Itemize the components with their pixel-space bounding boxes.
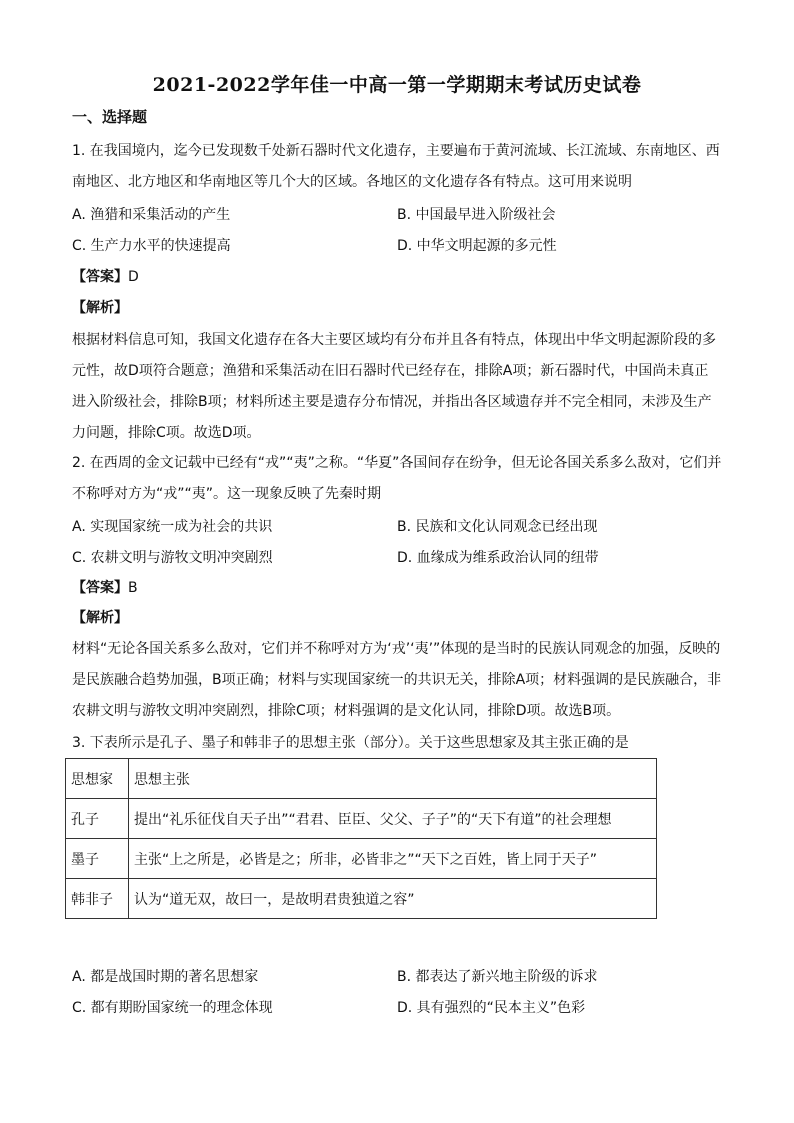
table-header-row [66,759,657,799]
q2-option-d: D. 血缘成为维系政治认同的纽带 [397,550,599,566]
table-cell: 韩非子 [66,879,129,919]
table-cell: 孔子 [66,799,129,839]
q3-option-b: B. 都表达了新兴地主阶级的诉求 [397,969,598,985]
table-cell: 主张“上之所是，必皆是之；所非，必皆非之”“天下之百姓，皆上同于天子” [129,839,657,879]
q1-analysis-text: 根据材料信息可知，我国文化遗存在各大主要区域均有分布并且各有特点，体现出中华文明起源阶段的多元性，故D项符合题意；渔猎和采集活动在旧石器时代已经存在，排除A项；新石器时代，中国尚未真正进入阶级社会，排除B项；材料所述主要是遗存分布情况，并指出各区域遗存并不完全相同，未涉及生产力问题，排除C项。故选D项。 [72,332,716,441]
q2-option-c: C. 农耕文明与游牧文明冲突剧烈 [72,550,273,566]
q1-answer [72,266,139,286]
q3-option-c: C. 都有期盼国家统一的理念体现 [72,1000,273,1016]
table-cell: 认为“道无双，故曰一，是故明君贵独道之容” [129,879,657,919]
q1-option-d: D. 中华文明起源的多元性 [397,238,557,254]
question-3-stem: 3. 下表所示是孔子、墨子和韩非子的思想主张（部分）。关于这些思想家及其主张正确的是 [72,735,629,751]
q1-analysis-label [72,297,128,317]
exam-title: 2021-2022学年佳一中高一第一学期期末考试历史试卷 [152,74,642,96]
answer-value: D [128,269,139,285]
q2-option-a: A. 实现国家统一成为社会的共识 [72,519,273,535]
q1-option-b: B. 中国最早进入阶级社会 [397,207,556,223]
q2-option-b: B. 民族和文化认同观念已经出现 [397,519,598,535]
analysis-label: 【解析】 [72,300,128,316]
thinkers-table [65,758,657,919]
q1-option-c: C. 生产力水平的快速提高 [72,238,231,254]
answer-label: 【答案】 [72,580,128,596]
table-row [66,799,657,839]
q2-analysis-label [72,607,128,627]
q2-analysis-text: 材料“无论各国关系多么敌对，它们并不称呼对方为‘戎’‘夷’”体现的是当时的民族认同观念的加强，反映的是民族融合趋势加强，B项正确；材料与实现国家统一的共识无关，排除A项；材料强调的是民族融合，非农耕文明与游牧文明冲突剧烈，排除C项；材料强调的是文化认同，排除D项。故选B项。 [72,641,722,719]
answer-value: B [128,580,138,596]
q3-option-d: D. 具有强烈的“民本主义”色彩 [397,1000,586,1016]
table-row [66,839,657,879]
analysis-label: 【解析】 [72,610,128,626]
table-header-cell: 思想家 [66,759,129,799]
table-cell: 墨子 [66,839,129,879]
table-cell: 提出“礼乐征伐自天子出”“君君、臣臣、父父、子子”的“天下有道”的社会理想 [129,799,657,839]
q1-option-a: A. 渔猎和采集活动的产生 [72,207,231,223]
table-header-cell: 思想主张 [129,759,657,799]
section-heading: 一、选择题 [72,108,148,126]
answer-label: 【答案】 [72,269,128,285]
table-row [66,879,657,919]
q3-option-a: A. 都是战国时期的著名思想家 [72,969,259,985]
question-1-stem: 1. 在我国境内，迄今已发现数千处新石器时代文化遗存，主要遍布于黄河流域、长江流域、东南地区、西南地区、北方地区和华南地区等几个大的区域。各地区的文化遗存各有特点。这可用来说明 [72,143,720,190]
question-2-stem: 2. 在西周的金文记载中已经有“戎”“夷”之称。“华夏”各国间存在纷争，但无论各国关系多么敌对，它们并不称呼对方为“戎”“夷”。这一现象反映了先秦时期 [72,455,722,502]
q2-answer [72,577,138,597]
